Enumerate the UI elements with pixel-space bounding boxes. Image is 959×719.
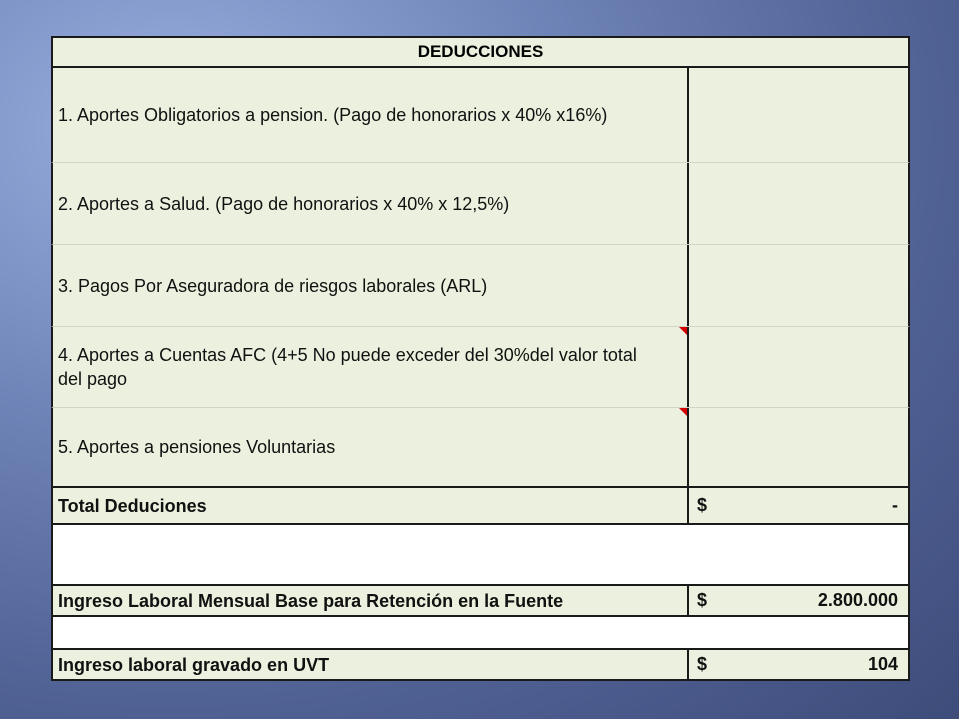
uvt-row (51, 648, 910, 681)
item-value-cell[interactable] (689, 408, 908, 486)
total-value-cell[interactable] (689, 488, 908, 523)
spacer (51, 617, 910, 648)
item-label: 5. Aportes a pensiones Voluntarias (58, 437, 336, 457)
comment-marker-icon[interactable] (679, 327, 687, 335)
table-row (51, 68, 910, 163)
base-income-row (51, 584, 910, 617)
currency-symbol: $ (697, 495, 708, 515)
total-label: Total Deduciones (53, 488, 689, 523)
header-title: DEDUCCIONES (51, 36, 910, 68)
item-value-cell[interactable] (689, 163, 908, 244)
item-label: 1. Aportes Obligatorios a pension. (Pago de honorarios x 40% x16%) (53, 68, 689, 162)
item-value-cell[interactable] (689, 327, 908, 407)
header-row (51, 36, 910, 68)
base-income-value-cell[interactable] (689, 586, 908, 615)
item-label: 2. Aportes a Salud. (Pago de honorarios x 40% x 12,5%) (53, 163, 689, 244)
item-label: 4. Aportes a Cuentas AFC (4+5 No puede exceder del 30%del valor total del pago (58, 345, 637, 389)
uvt-value-cell[interactable] (689, 650, 908, 679)
table-row (51, 245, 910, 327)
table-row (51, 408, 910, 488)
total-row (51, 488, 910, 525)
deductions-table (51, 36, 910, 681)
item-label: 3. Pagos Por Aseguradora de riesgos laborales (ARL) (53, 245, 689, 326)
item-value-cell[interactable] (689, 245, 908, 326)
base-income-amount: 2.800.000 (817, 590, 898, 610)
table-row (51, 163, 910, 245)
comment-marker-icon[interactable] (679, 408, 687, 416)
spacer (51, 525, 910, 584)
item-label-cell (53, 408, 689, 486)
item-label-cell (53, 327, 689, 407)
item-value-cell[interactable] (689, 68, 908, 162)
base-income-label: Ingreso Laboral Mensual Base para Retención en la Fuente (53, 586, 689, 615)
uvt-amount: 104 (867, 654, 898, 674)
table-row (51, 327, 910, 408)
total-amount: - (892, 495, 898, 515)
currency-symbol: $ (697, 590, 708, 610)
uvt-label: Ingreso laboral gravado en UVT (53, 650, 689, 679)
currency-symbol: $ (697, 654, 708, 674)
